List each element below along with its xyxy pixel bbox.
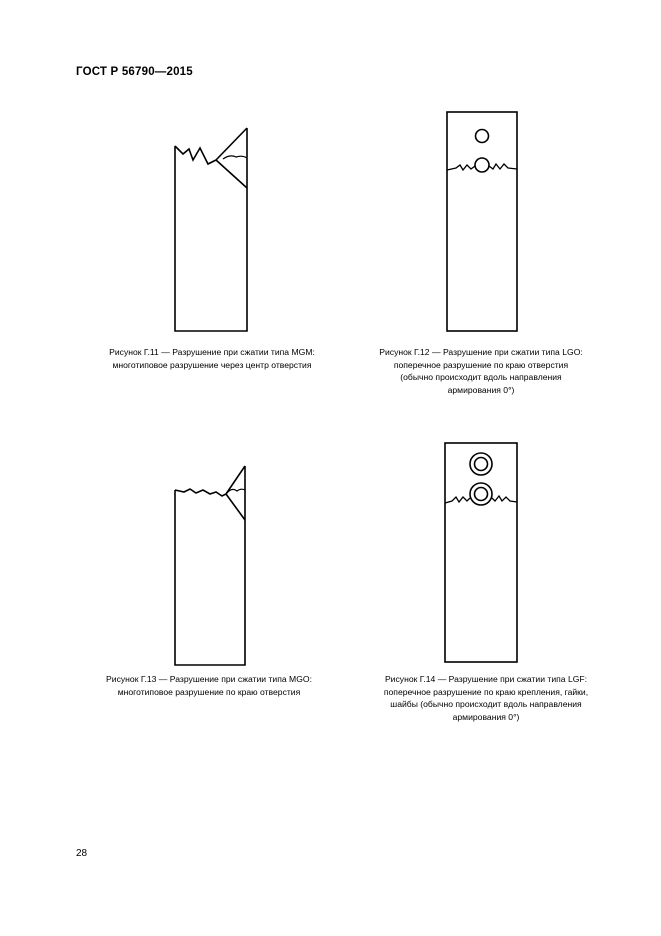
lower-hole [475,158,489,172]
upper-hole [476,130,489,143]
caption-g13: Рисунок Г.13 — Разрушение при сжатии типа MGO: многотиповое разрушение по краю отверстия [106,674,312,697]
fracture-crack [227,489,245,493]
figure-g11-drawing [170,124,252,334]
figure-g14-drawing [442,440,520,666]
fracture-zigzag [175,146,216,164]
fracture-shear-lower [216,160,247,188]
fracture-jagged [175,489,226,496]
fracture-crack [223,156,247,159]
lower-washer-inner [475,488,488,501]
fracture-shear-lower [226,494,245,520]
upper-washer-outer [470,453,492,475]
caption-g14: Рисунок Г.14 — Разрушение при сжатии типа LGF: поперечное разрушение по краю крепления, гайки, шайбы (обычно происходит вдоль направления армирования 0°) [383,674,589,722]
specimen-outline [447,112,517,331]
fracture-line-left [447,165,475,170]
figure-g13-drawing [170,462,250,668]
specimen-outline [175,128,247,331]
fracture-line-right [492,496,517,502]
specimen-outline [445,443,517,662]
caption-g12: Рисунок Г.12 — Разрушение при сжатии типа LGO: поперечное разрушение по краю отверстия (обычно происходит вдоль направления армирования 0°) [379,347,583,395]
specimen-outline [175,466,245,665]
upper-washer-inner [475,458,488,471]
fracture-line-left [445,497,470,503]
figure-g12-drawing [444,109,520,335]
document-header: ГОСТ Р 56790—2015 [76,66,193,78]
lower-washer-outer [470,483,492,505]
page-number: 28 [76,848,88,859]
caption-g11: Рисунок Г.11 — Разрушение при сжатии типа MGM: многотиповое разрушение через центр отверстия [109,347,315,370]
fracture-shear-upper [216,128,247,160]
fracture-line-right [489,164,517,169]
